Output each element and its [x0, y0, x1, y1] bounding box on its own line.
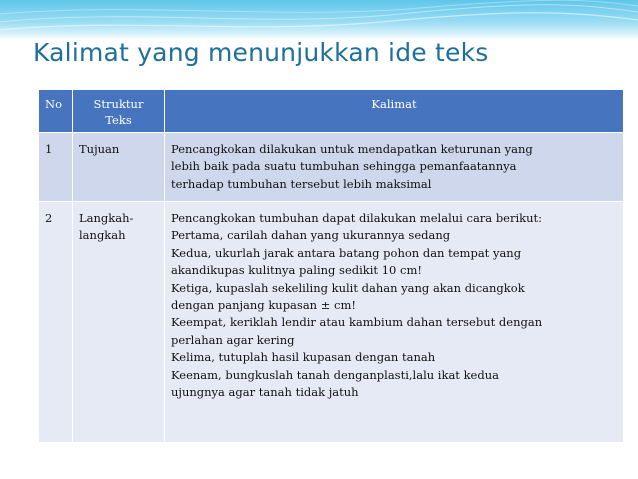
header-structure [73, 90, 165, 133]
sentence-line: akandikupas kulitnya paling sedikit 10 cm! [171, 263, 422, 278]
row-sentence [165, 202, 624, 443]
row-structure-line2: langkah [79, 228, 126, 243]
slide-title: Kalimat yang menunjukkan ide teks [33, 38, 489, 67]
header-structure-line1: Struktur [93, 97, 144, 111]
row-number: 1 [39, 133, 73, 202]
row-sentence [165, 133, 624, 202]
sentence-table [38, 89, 624, 443]
sentence-line: Kedua, ukurlah jarak antara batang pohon dan tempat yang [171, 245, 522, 260]
sentence-line: Keenam, bungkuslah tanah denganplasti,lalu ikat kedua [171, 367, 499, 382]
header-no: No [39, 90, 73, 133]
wave-decoration-icon [0, 0, 638, 40]
header-structure-line2: Teks [105, 113, 132, 127]
sentence-line: Pertama, carilah dahan yang ukurannya sedang [171, 228, 451, 243]
sentence-line: perlahan agar kering [171, 332, 295, 347]
row-number: 2 [39, 202, 73, 443]
sentence-line: Kelima, tutuplah hasil kupasan dengan tanah [171, 350, 436, 365]
header-sentence: Kalimat [165, 90, 624, 133]
table-header-row [39, 90, 624, 133]
sentence-line: Keempat, keriklah lendir atau kambium dahan tersebut dengan [171, 315, 543, 330]
row-structure [73, 202, 165, 443]
sentence-line: Pencangkokan tumbuhan dapat dilakukan melalui cara berikut: [171, 211, 543, 225]
table-row [39, 202, 624, 443]
row-structure-line1: Langkah- [79, 211, 134, 225]
sentence-line: terhadap tumbuhan tersebut lebih maksimal [171, 176, 432, 191]
sentence-line: ujungnya agar tanah tidak jatuh [171, 385, 359, 400]
decorative-wave-band [0, 0, 638, 40]
table-row [39, 133, 624, 202]
sentence-line: lebih baik pada suatu tumbuhan sehingga pemanfaatannya [171, 159, 517, 174]
sentence-line: Pencangkokan dilakukan untuk mendapatkan keturunan yang [171, 142, 533, 156]
sentence-line: dengan panjang kupasan ± cm! [171, 298, 356, 313]
sentence-line: Ketiga, kupaslah sekeliling kulit dahan yang akan dicangkok [171, 280, 525, 295]
row-structure: Tujuan [73, 133, 165, 202]
